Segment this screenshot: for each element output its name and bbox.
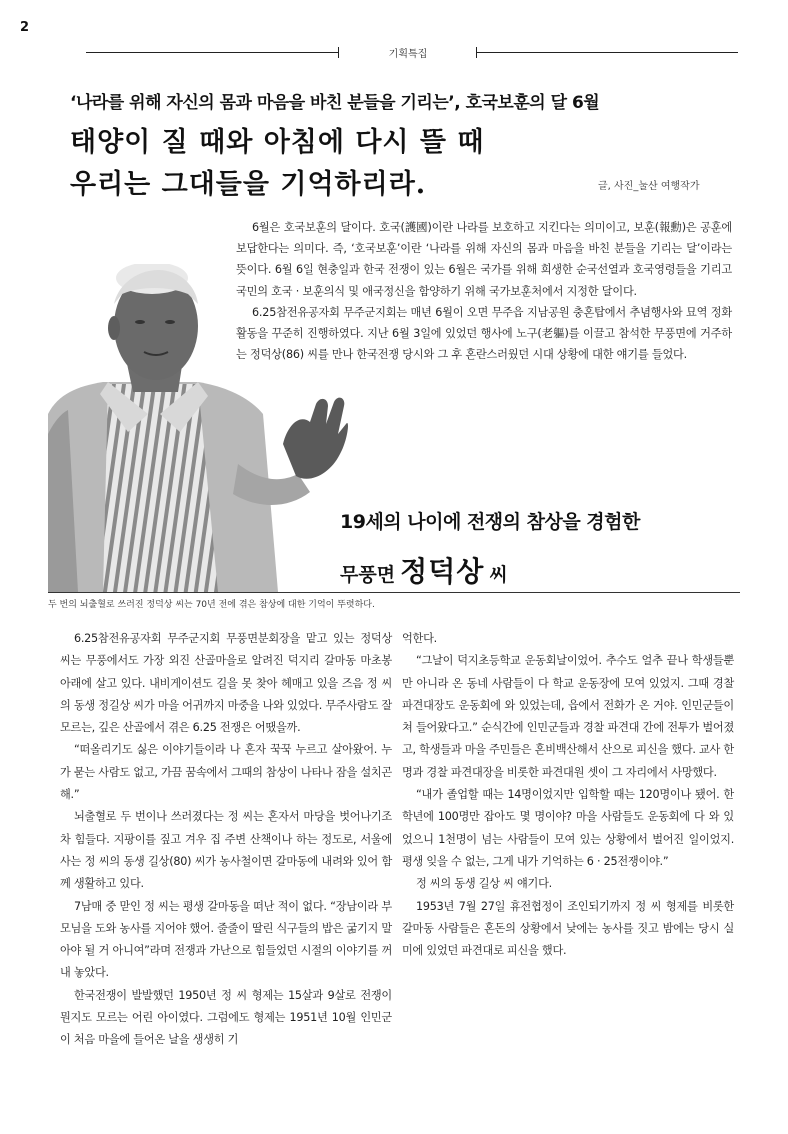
section-label: 기획특집 [388, 49, 428, 60]
intro-paragraph: 6.25참전유공자회 무주군지회는 매년 6월이 오면 무주읍 지남공원 충혼탑에서 추념행사와 묘역 정화 활동을 꾸준히 진행하였다. 지난 6월 3일에 있었던 행사에 노구(老軀)를 이끌고 참석한 무풍면에 거주하는 정덕상(86) 씨를 만나 한국전쟁 당시와 그 후 혼란스러웠던 시대 상황에 대한 얘기를 들었다. [236, 305, 732, 362]
subheading-honorific: 씨 [489, 564, 508, 586]
body-paragraph: “그날이 덕지초등학교 운동회날이었어. 추수도 얼추 끝나 학생들뿐만 아니라 온 동네 사람들이 다 학교 운동장에 모여 있었지. 그때 경찰 파견대장도 운동회에 와 있었는데, 읍에서 전화가 온 거야. 인민군들이 쳐 들어왔다고.” 순식간에 인민군들과 경찰 파견대 간에 전투가 벌어졌고, 학생들과 마을 주민들은 혼비백산해서 산으로 피신을 했다. 교사 한 명과 경찰 파견대장을 비롯한 파견대원 셋이 그 자리에서 사망했다. [402, 654, 734, 779]
header-tick-left [338, 47, 339, 58]
body-paragraph: 6.25참전유공자회 무주군지회 무풍면분회장을 맡고 있는 정덕상 씨는 무풍에서도 가장 외진 산골마을로 알려진 덕지리 갈마동 마초봉 아래에 살고 있다. 내비게이션도 길을 못 찾아 헤매고 있을 즈음 정 씨의 동생 정길상 씨가 마을 어귀까지 마중을 나와 있었다. 무주사람도 잘 모르는, 깊은 산골에서 겪은 6.25 전쟁은 어땠을까. [60, 632, 392, 735]
subheading-location: 무풍면 [340, 564, 396, 586]
body-paragraph: 한국전쟁이 발발했던 1950년 정 씨 형제는 15살과 9살로 전쟁이 뭔지도 모르는 어린 아이였다. 그럼에도 형제는 1951년 10월 인민군이 처음 마을에 들어온 날을 생생히 기 [60, 988, 392, 1047]
body-paragraph: 뇌출혈로 두 번이나 쓰러졌다는 정 씨는 혼자서 마당을 벗어나기조차 힘들다. 지팡이를 짚고 겨우 집 주변 산책이나 하는 정도로, 서울에 사는 정 씨의 동생 길상(80) 씨가 농사철이면 갈마동에 내려와 있어 함께 생활하고 있다. [60, 810, 392, 891]
byline: 글, 사진_눌산 여행작가 [598, 181, 700, 192]
subheading-name: 정덕상 [400, 555, 485, 588]
headline-line-1: 태양이 질 때와 아침에 다시 뜰 때 [70, 127, 485, 158]
photo-caption: 두 번의 뇌출혈로 쓰러진 정덕상 씨는 70년 전에 겪은 참상에 대한 기억이 뚜렷하다. [48, 600, 375, 610]
intro-paragraph: 6월은 호국보훈의 달이다. 호국(護國)이란 나라를 보호하고 지킨다는 의미이고, 보훈(報勳)은 공훈에 보답한다는 의미다. 즉, ‘호국보훈’이란 ‘나라를 위해 자신의 몸과 마음을 바친 분들을 기리는 달’이라는 뜻이다. 6월 6일 현충일과 한국 전쟁이 있는 6월은 국가를 위해 희생한 순국선열과 호국영령들을 기리고 국민의 호국 · 보훈의식 및 애국정신을 함양하기 위해 국가보훈처에서 지정한 달이다. [236, 221, 732, 298]
headline-line-2: 우리는 그대들을 기억하리라. [70, 169, 427, 200]
caption-rule [48, 592, 740, 593]
body-paragraph: 정 씨의 동생 길상 씨 얘기다. [416, 877, 552, 891]
body-paragraph: 억한다. [402, 632, 437, 645]
body-paragraph: 1953년 7월 27일 휴전협정이 조인되기까지 정 씨 형제를 비롯한 갈마동 사람들은 혼돈의 상황에서 낮에는 농사를 짓고 밤에는 당시 실미에 있었던 파견대로 피신을 했다. [402, 899, 734, 958]
body-column-2 [402, 628, 734, 962]
header-rule-left [86, 52, 338, 53]
intro-text [236, 217, 732, 365]
body-paragraph: “떠올리기도 싫은 이야기들이라 나 혼자 꾹꾹 누르고 살아왔어. 누가 묻는 사람도 없고, 가끔 꿈속에서 그때의 참상이 나타나 잠을 설치곤 해.” [60, 743, 392, 802]
header-rule-right [476, 52, 738, 53]
article-kicker: ‘나라를 위해 자신의 몸과 마음을 바친 분들을 기리는’, 호국보훈의 달 6월 [70, 93, 600, 113]
body-column-1 [60, 628, 392, 1052]
subheading-line-2 [340, 550, 508, 590]
body-paragraph: “내가 졸업할 때는 14명이었지만 입학할 때는 120명이나 됐어. 한 학년에 100명만 잡아도 몇 명이야? 마을 사람들도 운동회에 다 와 있었으니 1천명이 넘는 사람들이 모여 있는 상황에서 벌어진 일이었지. 평생 잊을 수 없는, 그게 내가 기억하는 6 · 25전쟁이야.” [402, 788, 734, 868]
subheading-line-1: 19세의 나이에 전쟁의 참상을 경험한 [340, 511, 640, 533]
body-paragraph: 7남매 중 맏인 정 씨는 평생 갈마동을 떠난 적이 없다. “장남이라 부모님을 도와 농사를 지어야 했어. 줄줄이 딸린 식구들의 밥은 굶기지 말아야 될 거 아니여”라며 전쟁과 가난으로 힘들었던 시절의 이야기를 꺼내 놓았다. [60, 899, 392, 980]
page-number: 2 [20, 20, 30, 35]
